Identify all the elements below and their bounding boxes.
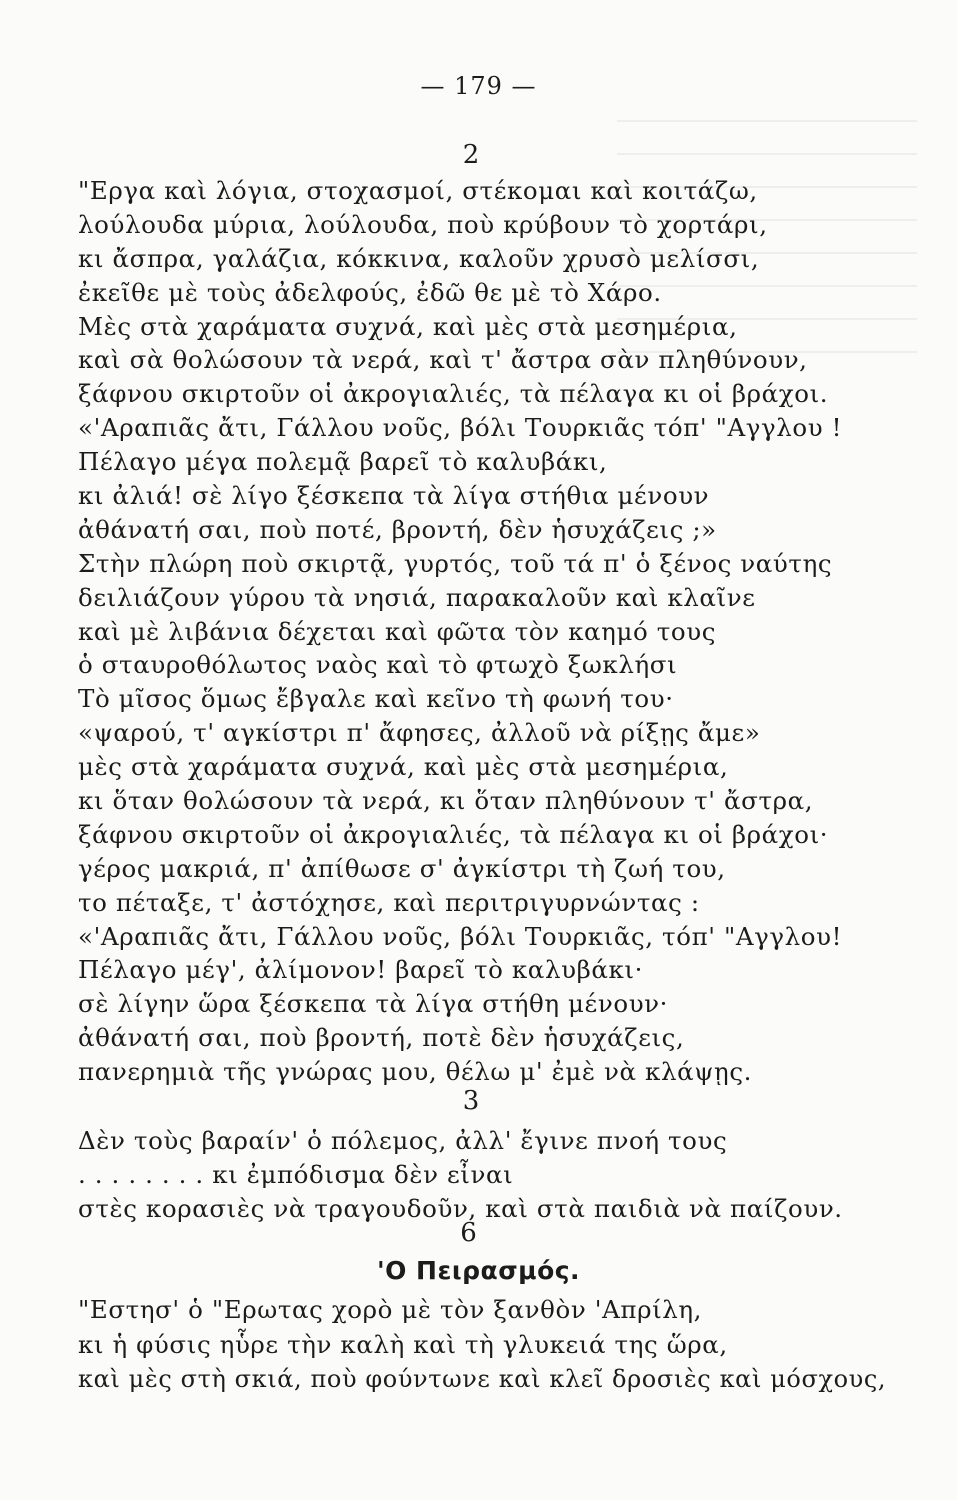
poem-line: στὲς κορασιὲς νὰ τραγουδοῦν, καὶ στὰ παιδιὰ νὰ παίζουν. <box>78 1193 843 1223</box>
poem-line: «'Αραπιᾶς ἄτι, Γάλλου νοῦς, βόλι Τουρκιᾶς, τόπ' "Αγγλου! <box>78 921 843 951</box>
poem-line: "Εστησ' ὁ "Ερωτας χορὸ μὲ τὸν ξανθὸν 'Απρίλη, <box>78 1295 703 1324</box>
poem-line: ἐκεῖθε μὲ τοὺς ἀδελφούς, ἐδῶ θε μὲ τὸ Χάρο. <box>78 277 662 307</box>
poem-section-6 <box>78 1292 898 1397</box>
poem-line: καὶ μὲς στὴ σκιά, ποὺ φούντωνε καὶ κλεῖ δροσιὲς καὶ μόσχους, <box>78 1365 887 1393</box>
page-number: — 179 — <box>420 72 537 100</box>
poem-line: κι ὅταν θολώσουν τὰ νερά, κι ὅταν πληθύνουν τ' ἄστρα, <box>78 786 814 816</box>
poem-line: Πέλαγο μέγα πολεμᾷ βαρεῖ τὸ καλυβάκι, <box>78 447 608 477</box>
poem-line: δειλιάζουν γύρου τὰ νησιά, παρακαλοῦν καὶ κλαῖνε <box>78 582 756 612</box>
poem-line: μὲς στὰ χαράματα συχνά, καὶ μὲς στὰ μεσημέρια, <box>78 752 729 782</box>
poem-line: καὶ μὲ λιβάνια δέχεται καὶ φῶτα τὸν καημό τους <box>78 616 717 646</box>
poem-line: ξάφνου σκιρτοῦν οἱ ἀκρογιαλιές, τὰ πέλαγα κι οἱ βράχοι· <box>78 819 829 849</box>
poem-line: σὲ λίγην ὥρα ξέσκεπα τὰ λίγα στήθη μένουν· <box>78 989 669 1019</box>
poem-section-3 <box>78 1124 898 1226</box>
poem-line: ξάφνου σκιρτοῦν οἱ ἀκρογιαλιές, τὰ πέλαγα κι οἱ βράχοι. <box>78 379 829 409</box>
poem-line: κι ἡ φύσις ηὗρε τὴν καλὴ καὶ τὴ γλυκειά της ὥρα, <box>78 1330 728 1359</box>
poem-line: ὁ σταυροθόλωτος ναὸς καὶ τὸ φτωχὸ ξωκλήσι <box>78 650 678 680</box>
poem-line: πανερημιὰ τῆς γνώρας μου, θέλω μ' ἐμὲ νὰ κλάψῃς. <box>78 1057 753 1087</box>
poem-line: . . . . . . . . κι ἐμπόδισμα δὲν εἶναι <box>78 1159 514 1189</box>
poem-line: γέρος μακριά, π' ἀπίθωσε σ' ἀγκίστρι τὴ ζωή του, <box>78 853 726 883</box>
poem-line: καὶ σὰ θολώσουν τὰ νερά, καὶ τ' ἄστρα σὰν πληθύνουν, <box>78 345 808 375</box>
poem-line: «ψαρού, τ' αγκίστρι π' ἄφησες, ἀλλοῦ νὰ ρίξῃς ἄμε» <box>78 718 761 748</box>
poem-line: Δὲν τοὺς βαραίν' ὁ πόλεμος, ἀλλ' ἔγινε πνοή τους <box>78 1126 728 1155</box>
poem-line: κι ἀλιά! σὲ λίγο ξέσκεπα τὰ λίγα στήθια μένουν <box>78 481 710 511</box>
poem-line: ἀθάνατή σαι, ποὺ ποτέ, βροντή, δὲν ἡσυχάζεις ;» <box>78 514 717 544</box>
poem-line: Μὲς στὰ χαράματα συχνά, καὶ μὲς στὰ μεσημέρια, <box>78 311 738 341</box>
poem-line: ἀθάνατή σαι, ποὺ βροντή, ποτὲ δὲν ἡσυχάζεις, <box>78 1023 685 1053</box>
poem-line: «'Αραπιᾶς ἄτι, Γάλλου νοῦς, βόλι Τουρκιᾶς τόπ' "Αγγλου ! <box>78 413 843 443</box>
poem-line: το πέταξε, τ' ἀστόχησε, καὶ περιτριγυρνώντας : <box>78 887 700 917</box>
poem-line: Πέλαγο μέγ', ἀλίμονον! βαρεῖ τὸ καλυβάκι· <box>78 955 643 985</box>
poem-line: Τὸ μῖσος ὅμως ἔβγαλε καὶ κεῖνο τὴ φωνή του· <box>78 684 674 714</box>
section-number-6: 6 <box>460 1218 477 1248</box>
section-number-2: 2 <box>462 140 480 170</box>
poem-line: λούλουδα μύρια, λούλουδα, ποὺ κρύβουν τὸ χορτάρι, <box>78 209 768 239</box>
poem-title: 'Ο Πειρασμός. <box>376 1256 581 1285</box>
poem-section-2 <box>78 174 898 1089</box>
section-number-3: 3 <box>462 1086 480 1116</box>
poem-line: Στὴν πλώρη ποὺ σκιρτᾷ, γυρτός, τοῦ τά π' ὁ ξένος ναύτης <box>78 548 833 578</box>
poem-line: κι ἄσπρα, γαλάζια, κόκκινα, καλοῦν χρυσὸ μελίσσι, <box>78 243 760 273</box>
poem-line: "Εργα καὶ λόγια, στοχασμοί, στέκομαι καὶ κοιτάζω, <box>78 176 758 205</box>
